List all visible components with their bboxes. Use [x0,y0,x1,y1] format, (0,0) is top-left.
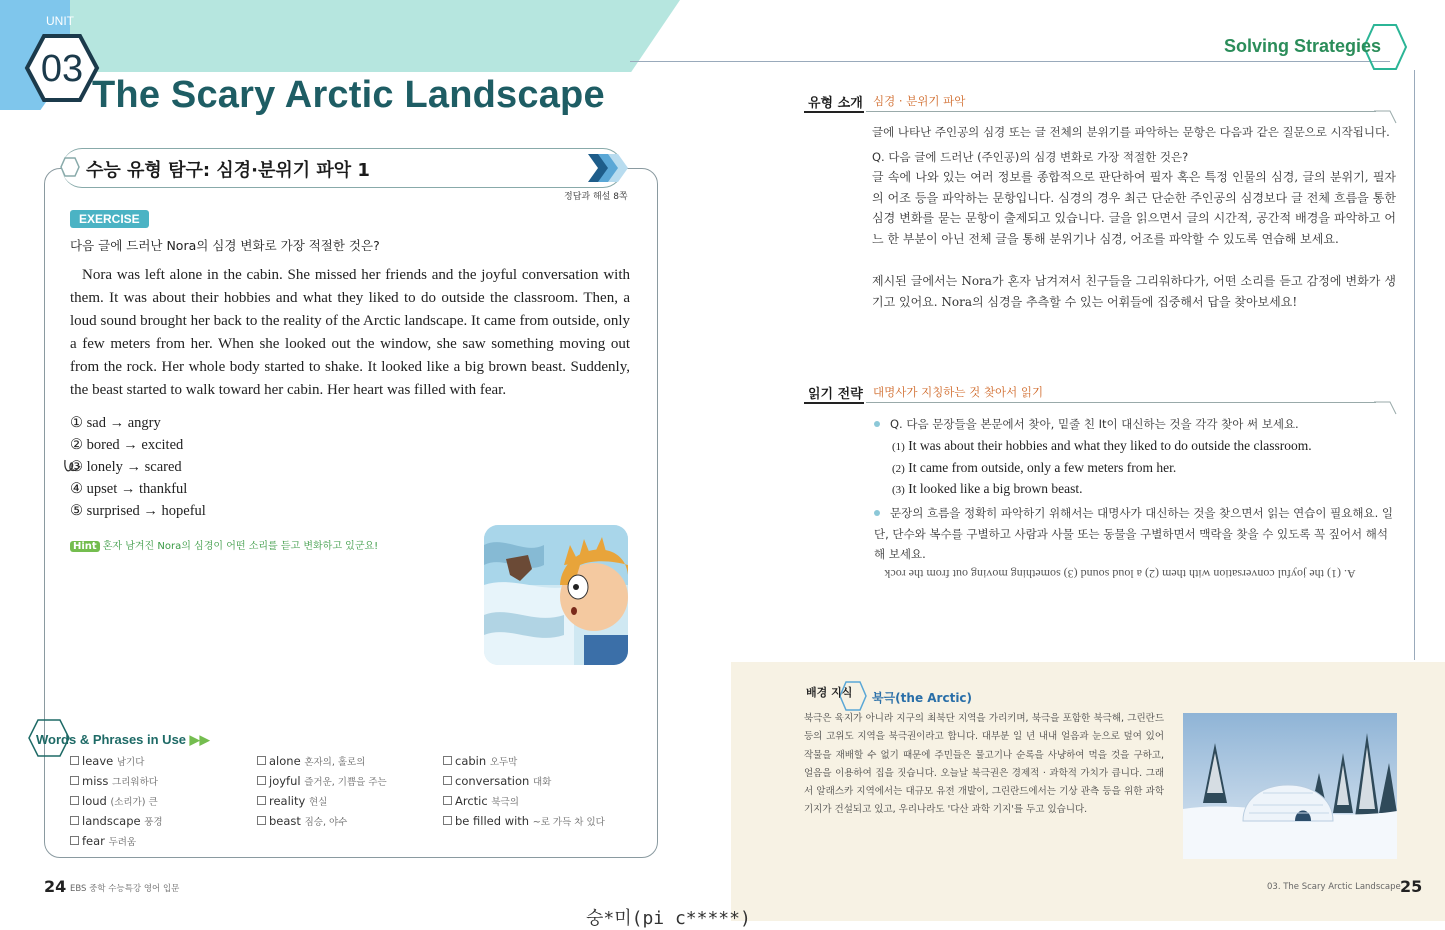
words-column-1 [70,752,163,852]
bullet-icon [874,421,880,427]
choice-1[interactable]: ① sad → angry [70,415,161,431]
reading-passage: Nora was left alone in the cabin. She missed her friends and the joyful conversation with them. It was about their hobbies and what they liked to do outside the classroom. Then, a loud sound brought her back to the reality of the Arctic landscape. It came from outside, only a few meters from her. When she looked out the window, she saw something moving out from the rock. Her whole body started to shake. It looked like a big brown beast. Suddenly, the beast started to walk toward her cabin. Her heart was filled with fear. [70,267,630,398]
nora-illustration [484,525,628,665]
strategy-item: (1) It was about their hobbies and what they liked to do outside the classroom. [892,438,1312,453]
word-item: fear 두려움 [70,832,163,852]
words-column-3 [443,752,605,832]
igloo-photo [1183,713,1397,859]
word-item: leave 남기다 [70,752,163,772]
unit-label: UNIT [46,14,74,28]
hint-tag: Hint [70,541,100,552]
strategy-question: Q. 다음 문장들을 본문에서 찾아, 밑줄 친 It이 대신하는 것을 각각 찾아 써 보세요. [874,414,1398,435]
word-item: cabin 오두막 [443,752,605,772]
words-phrases-title: Words & Phrases in Use ▶▶ [36,732,210,747]
strategy-subtitle: 대명사가 지칭하는 것 찾아서 읽기 [873,385,1044,399]
intro-subtitle: 심경 · 분위기 파악 [873,94,966,108]
word-item: alone 혼자의, 홀로의 [257,752,387,772]
intro-label: 유형 소개 [808,96,863,111]
watermark-text: 숭*미(pi c*****) [586,908,751,929]
hint [70,537,378,552]
word-item: landscape 풍경 [70,812,163,832]
footer-right: 03. The Scary Arctic Landscape [1267,882,1401,892]
word-item: loud (소리가) 큰 [70,792,163,812]
upside-down-answer: A. (1) the joyful conversation with them (2) a loud sound (3) something moving out from the rock [884,567,1356,581]
choice-3[interactable]: ③ lonely → scared [70,459,182,475]
strategy-item: (3) It looked like a big brown beast. [892,481,1083,496]
bullet-icon [874,510,880,516]
chevron-arrows-icon [588,154,630,182]
background-title: 북극(the Arctic) [872,691,973,705]
intro-body: 글 속에 나와 있는 여러 정보를 종합적으로 판단하여 필자 혹은 특정 인물의 심경, 글의 분위기, 필자의 어조 등을 파악하는 문항입니다. 심경의 경우 최근 단순한 주인공의 심경보다 글 전체 흐름을 통한 심경 변화를 묻는 문항이 출제되고 있습니다. 글을 읽으면서 글의 시간적, 공간적 배경을 파악하고 어느 한 부분이 아닌 전체 글을 통해 분위기나 심경, 어조를 파악할 수 있도록 연습해 보세요. [872,170,1396,247]
intro-question: Q. 다음 글에 드러난 (주인공)의 심경 변화로 가장 적절한 것은? [872,150,1189,164]
word-item: reality 현실 [257,792,387,812]
word-item: be filled with ~로 가득 차 있다 [443,812,605,832]
word-item: joyful 즐거운, 기쁨을 주는 [257,772,387,792]
strategy-rule [866,402,1376,403]
strategy-items [892,436,1392,501]
solving-strategies-title: Solving Strategies [1224,36,1382,56]
page-title: The Scary Arctic Landscape [92,74,605,116]
footer-left: EBS 중학 수능특강 영어 입문 [70,884,180,894]
intro-lead: 글에 나타난 주인공의 심경 또는 글 전체의 분위기를 파악하는 문항은 다음과 같은 질문으로 시작됩니다. [872,125,1390,139]
word-item: miss 그리워하다 [70,772,163,792]
intro-body-2: 제시된 글에서는 Nora가 혼자 남겨져서 친구들을 그리워하다가, 어떤 소리를 듣고 감정에 변화가 생기고 있어요. Nora의 심경을 추측할 수 있는 어휘들에 집중해서 답을 찾아보세요! [872,274,1396,309]
intro-rule [866,111,1376,112]
background-text: 북극은 육지가 아니라 지구의 최북단 지역을 가리키며, 북극을 포함한 북극해, 그린란드 등의 고위도 지역을 북극권이라고 합니다. 대부분 일 년 내내 얼음과 눈으로 덮여 있어 작물을 재배할 수 없기 때문에 주민들은 물고기나 순록을 사냥하여 먹을 것을 구하고, 얼음을 이용하여 집을 짓습니다. 오늘날 북극권은 경제적 · 과학적 가치가 큽니다. 그래서 알래스카 지역에서는 대규모 유전 개발이, 그린란드에서는 기상 관측 등을 위한 과학 기지가 건설되고 있고, 우리나라도 '다산 과학 기지'를 두고 있습니다. [804,713,1164,816]
right-divider [1414,70,1415,660]
handwritten-mark [62,456,102,476]
section-title: 수능 유형 탐구: 심경·분위기 파악 1 [86,160,370,181]
unit-number: 03 [40,47,84,90]
background-tag: 배경 지식 [806,686,853,699]
words-column-2 [257,752,387,832]
word-item: conversation 대화 [443,772,605,792]
word-item: beast 짐승, 야수 [257,812,387,832]
answer-reference: 정답과 해설 8쪽 [564,192,628,202]
strategy-label: 읽기 전략 [808,387,863,402]
page-number-right: 25 [1400,877,1423,896]
choice-4[interactable]: ④ upset → thankful [70,481,188,497]
strategy-underline [804,402,864,404]
title-band [70,0,680,72]
banner-hexagon-icon [60,157,80,177]
choice-5[interactable]: ⑤ surprised → hopeful [70,503,206,519]
top-divider [630,61,1390,62]
word-item: Arctic 북극의 [443,792,605,812]
hint-text: 혼자 남겨진 Nora의 심경이 어떤 소리를 듣고 변화하고 있군요! [102,541,379,552]
choice-2[interactable]: ② bored → excited [70,437,184,453]
exercise-badge: EXERCISE [70,210,149,228]
strategy-note: 문장의 흐름을 정확히 파악하기 위해서는 대명사가 대신하는 것을 찾으면서 읽는 연습이 필요해요. 일단, 단수와 복수를 구별하고 사람과 사물 또는 동물을 구별하면서 맥락을 찾을 수 있도록 꼭 짚어서 해석해 보세요. [874,506,1393,561]
page-number-left: 24 [44,877,67,896]
intro-underline [804,111,864,113]
exercise-question: 다음 글에 드러난 Nora의 심경 변화로 가장 적절한 것은? [70,238,380,253]
strategy-item: (2) It came from outside, only a few meters from her. [892,459,1177,475]
